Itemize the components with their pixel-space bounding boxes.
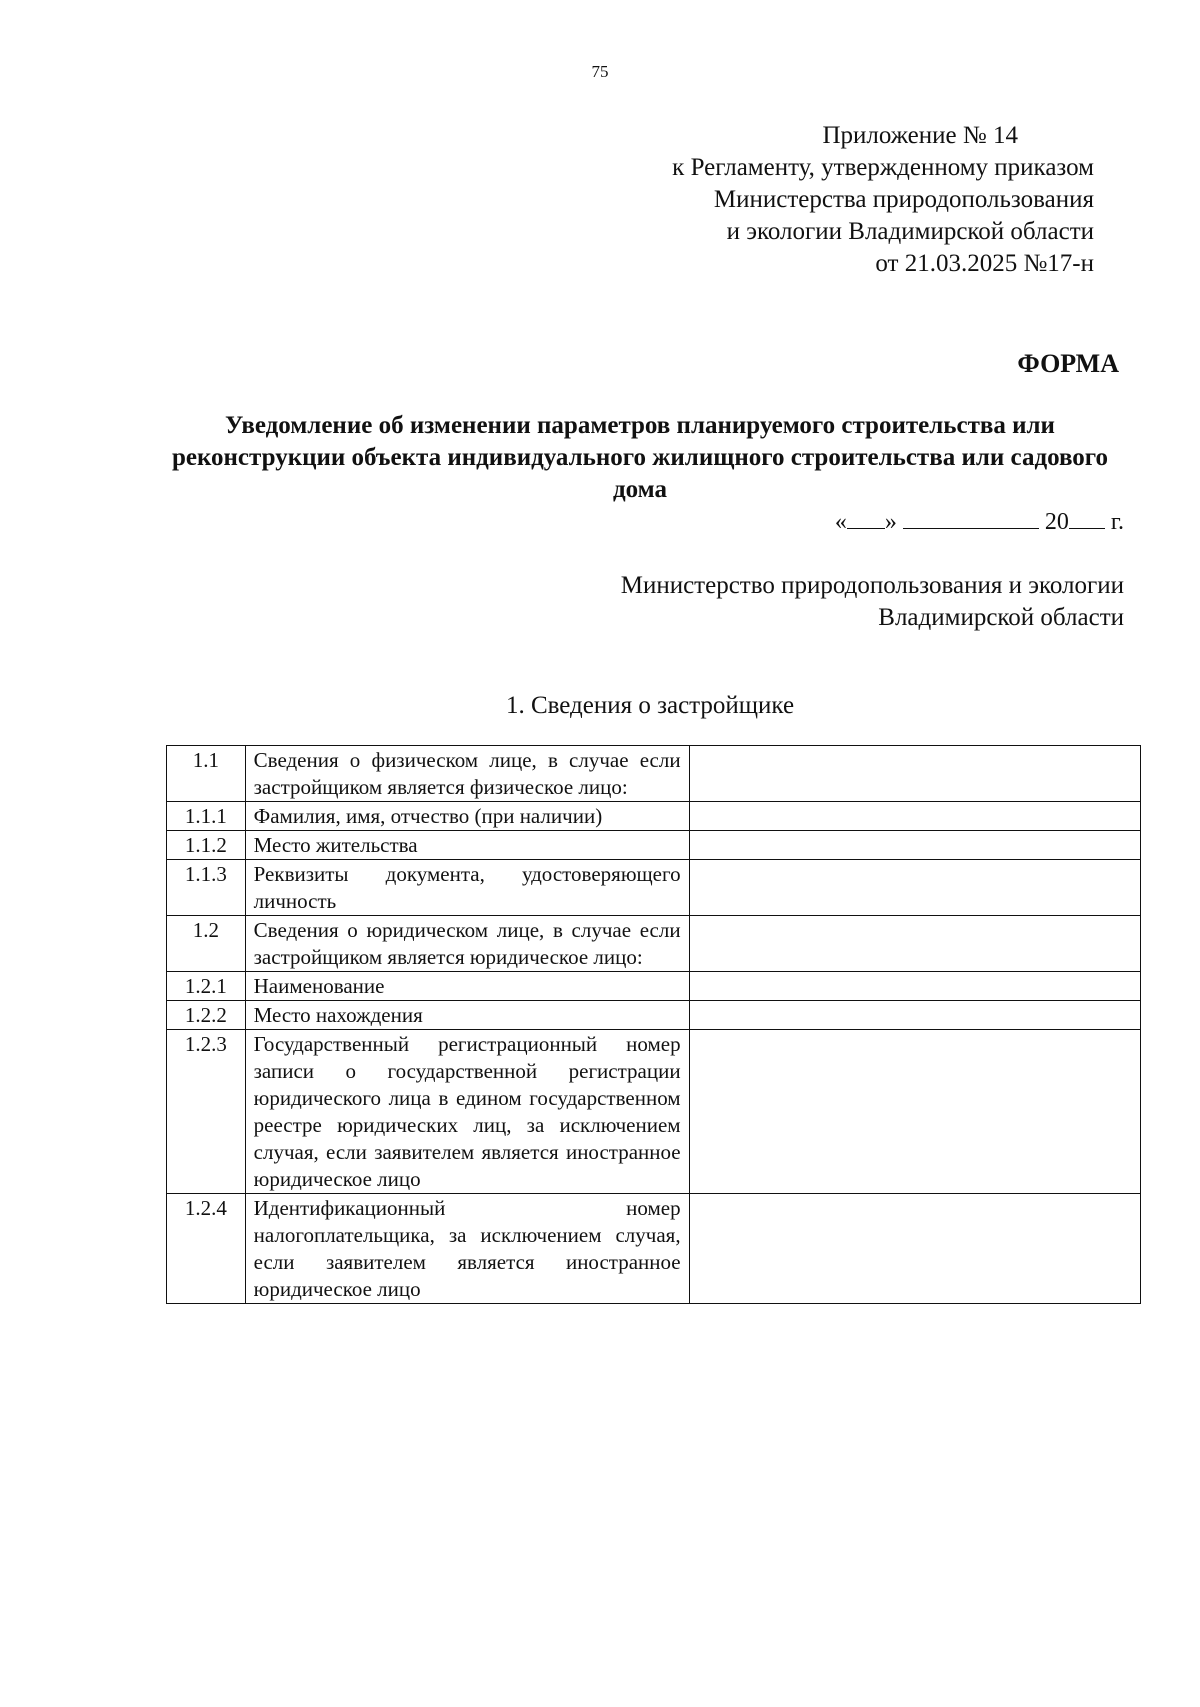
row-value-field[interactable] [689, 1030, 1140, 1194]
row-label: Место жительства [245, 831, 689, 860]
row-label: Идентификационный номер налогоплательщика, за исключением случая, если заявителем является иностранное юридическое лицо [245, 1194, 689, 1304]
page-number: 75 [591, 62, 609, 81]
addressee-ministry: Министерство природопользования и экологии [620, 572, 1124, 599]
row-number: 1.2 [167, 916, 246, 972]
table-row [167, 972, 1141, 1001]
document-title: Уведомление об изменении параметров планируемого строительства или реконструкции объекта индивидуального жилищного строительства или садового дома [171, 412, 1109, 503]
row-number: 1.1.3 [167, 860, 246, 916]
row-value-field[interactable] [689, 802, 1140, 831]
appendix-order-date: от 21.03.2025 №17-н [875, 250, 1094, 277]
table-row [167, 916, 1141, 972]
table-row [167, 831, 1141, 860]
row-number: 1.2.3 [167, 1030, 246, 1194]
addressee-region: Владимирской области [878, 604, 1124, 631]
date-open-quote: « [834, 509, 847, 535]
row-number: 1.2.2 [167, 1001, 246, 1030]
date-close-quote: » [884, 509, 897, 535]
developer-info-table [166, 745, 1141, 1304]
month-blank[interactable] [903, 506, 1039, 529]
section-heading: 1. Сведения о застройщике [505, 692, 795, 719]
year-suffix: г. [1110, 509, 1124, 535]
row-number: 1.1 [167, 746, 246, 802]
row-value-field[interactable] [689, 1001, 1140, 1030]
row-label: Наименование [245, 972, 689, 1001]
table-row [167, 1001, 1141, 1030]
row-label: Место нахождения [245, 1001, 689, 1030]
table-row [167, 1194, 1141, 1304]
row-value-field[interactable] [689, 860, 1140, 916]
table-row [167, 802, 1141, 831]
addressee [621, 570, 1124, 634]
row-value-field[interactable] [689, 916, 1140, 972]
date-line [835, 506, 1124, 537]
appendix-ministry: Министерства природопользования [713, 186, 1094, 213]
appendix-regulation: к Регламенту, утвержденному приказом [672, 154, 1094, 181]
row-value-field[interactable] [689, 746, 1140, 802]
row-label: Реквизиты документа, удостоверяющего личность [245, 860, 689, 916]
row-label: Сведения о физическом лице, в случае если застройщиком является физическое лицо: [245, 746, 689, 802]
appendix-title: Приложение № 14 [822, 122, 1018, 149]
table-row [167, 1030, 1141, 1194]
row-value-field[interactable] [689, 831, 1140, 860]
row-number: 1.2.4 [167, 1194, 246, 1304]
row-number: 1.2.1 [167, 972, 246, 1001]
year-prefix: 20 [1044, 509, 1069, 535]
appendix-reference [672, 120, 1094, 280]
table-row [167, 746, 1141, 802]
year-blank[interactable] [1069, 506, 1105, 529]
row-number: 1.1.1 [167, 802, 246, 831]
row-value-field[interactable] [689, 1194, 1140, 1304]
form-label: ФОРМА [1017, 349, 1119, 378]
row-label: Фамилия, имя, отчество (при наличии) [245, 802, 689, 831]
row-label: Государственный регистрационный номер записи о государственной регистрации юридического лица в едином государственном реестре юридических лиц, за исключением случая, если заявителем является иностранное юридическое лицо [245, 1030, 689, 1194]
table-row [167, 860, 1141, 916]
row-number: 1.1.2 [167, 831, 246, 860]
row-value-field[interactable] [689, 972, 1140, 1001]
row-label: Сведения о юридическом лице, в случае если застройщиком является юридическое лицо: [245, 916, 689, 972]
day-blank[interactable] [847, 506, 885, 529]
developer-info-table-body [167, 746, 1141, 1304]
appendix-region: и экологии Владимирской области [726, 218, 1094, 245]
